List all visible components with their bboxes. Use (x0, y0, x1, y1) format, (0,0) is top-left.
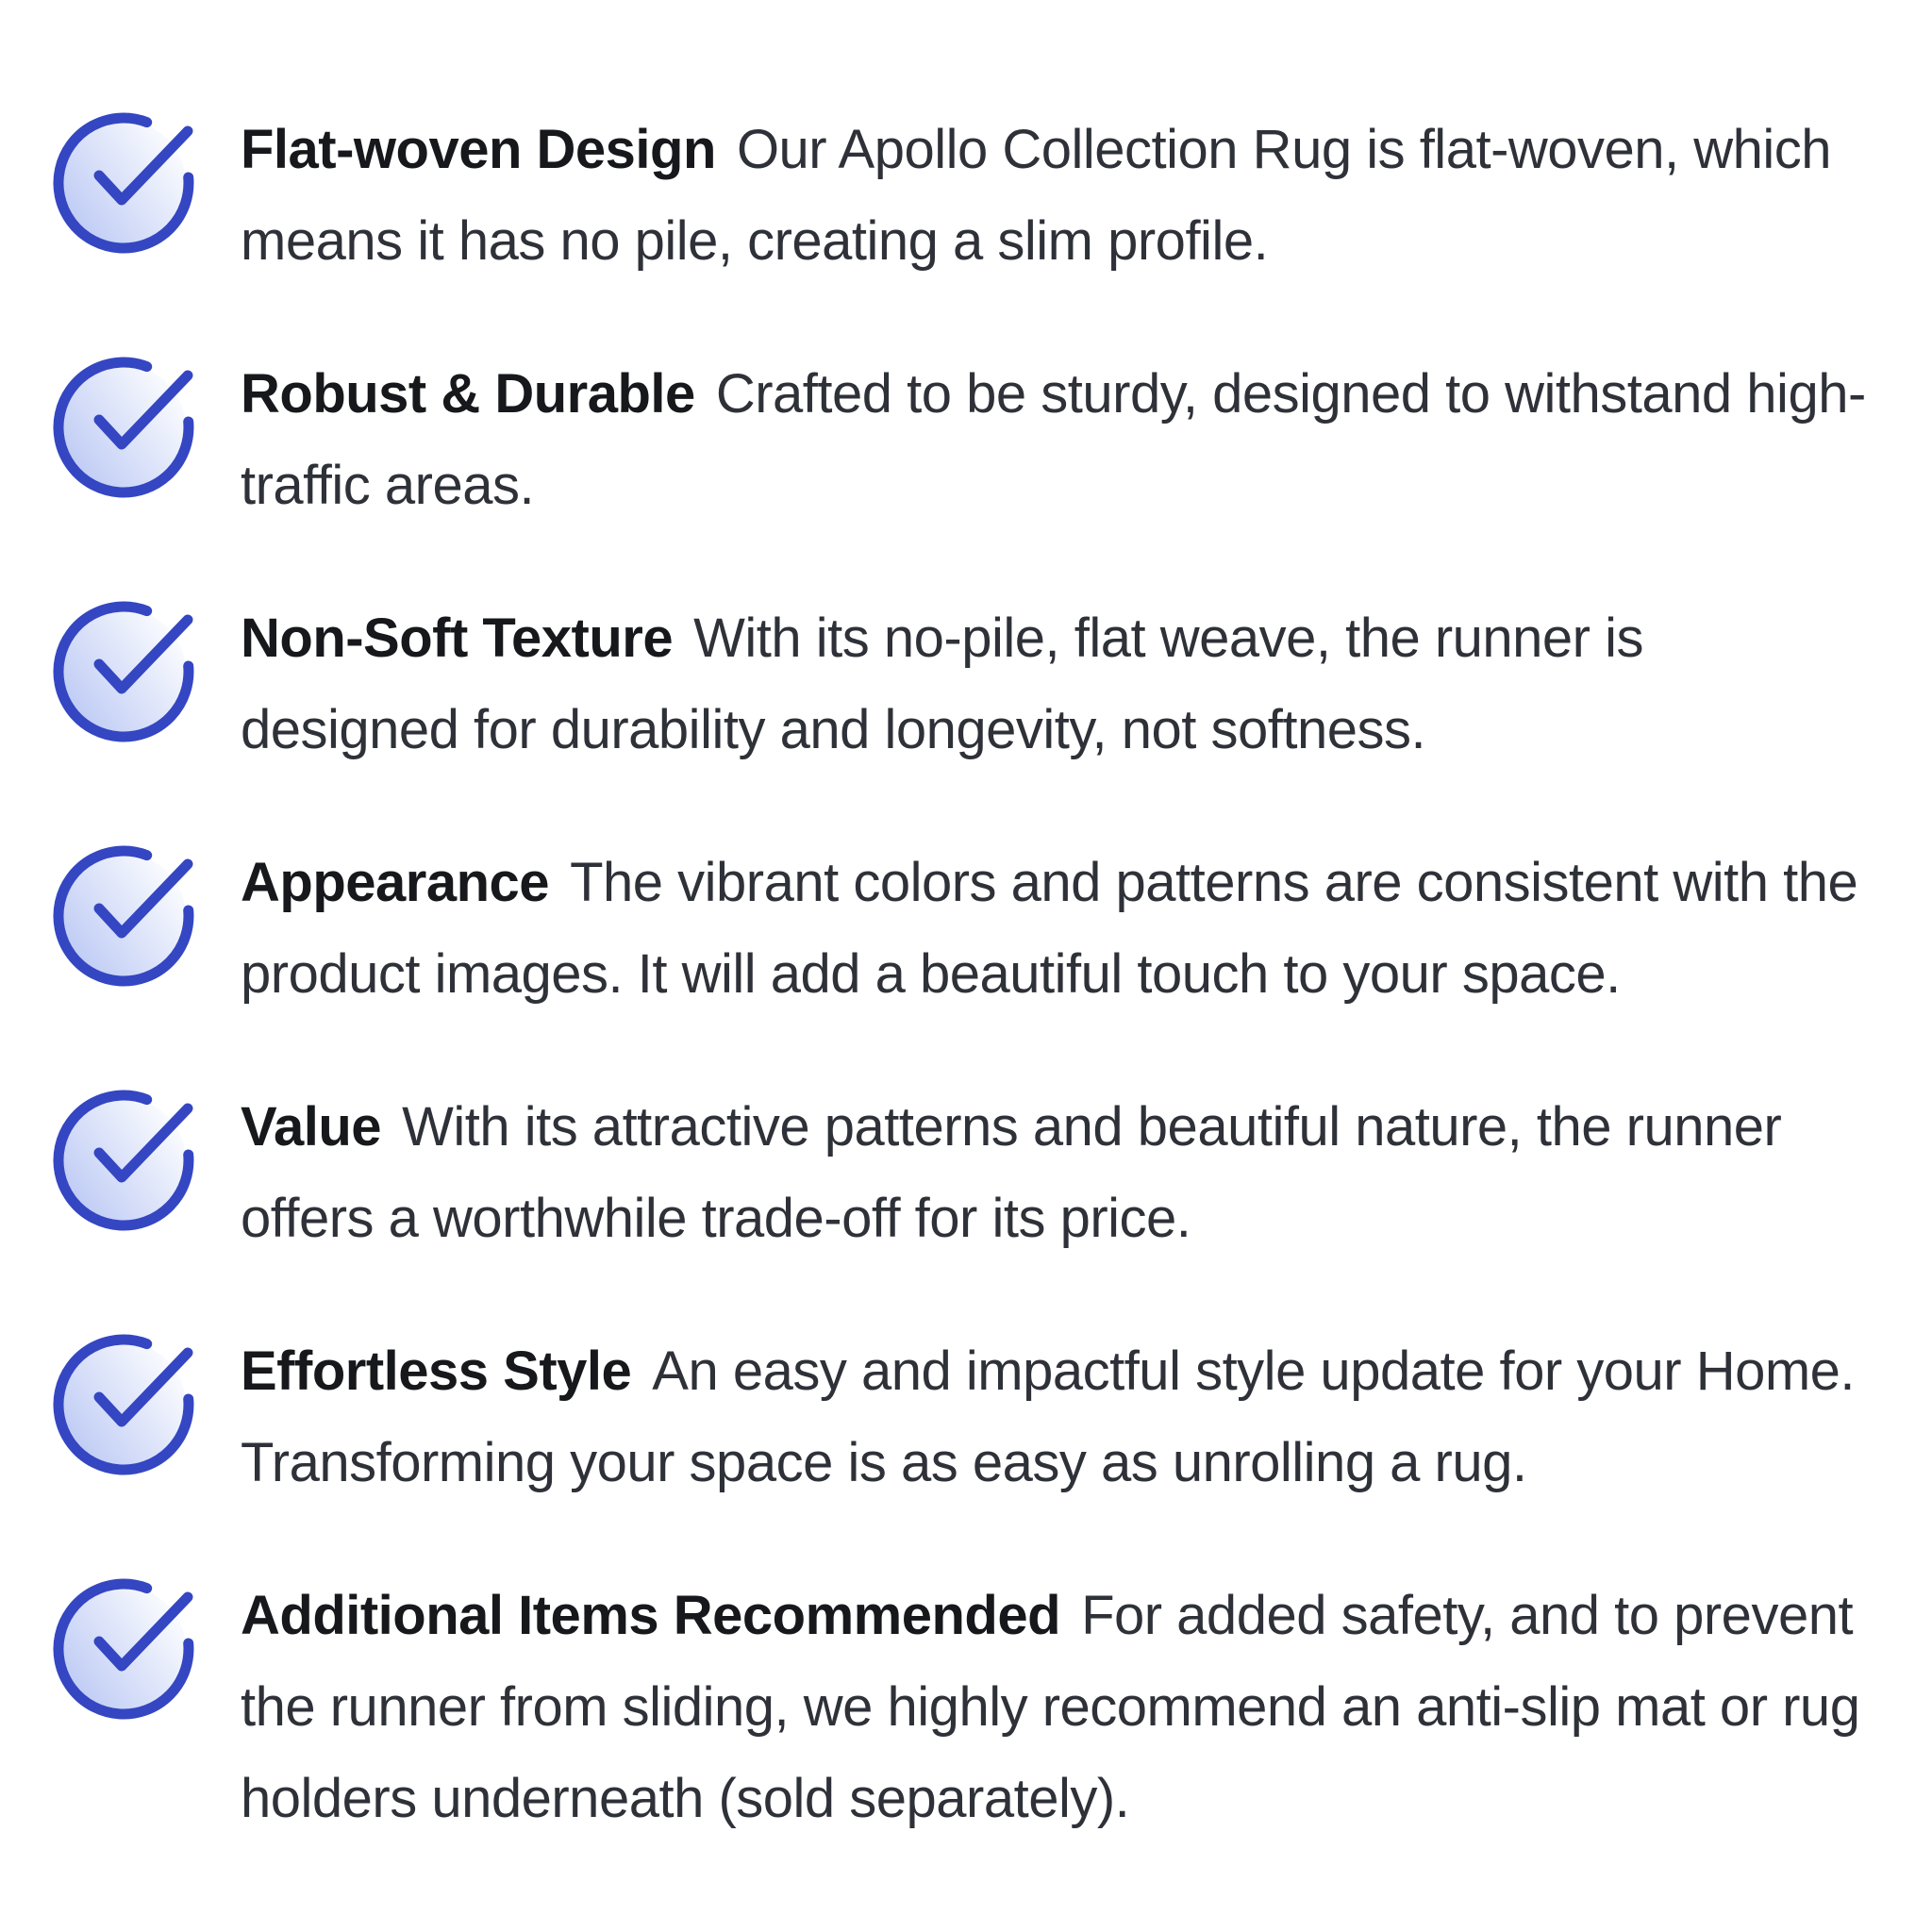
feature-description: With its no-pile, flat weave, the runner is designed for durability and longevity, not softness. (241, 608, 1643, 760)
feature-description: For added safety, and to prevent the runner from sliding, we highly recommend an anti-slip mat or rug holders underneath (sold separately). (241, 1585, 1860, 1829)
feature-description: An easy and impactful style update for your Home. Transforming your space is as easy as unrolling a rug. (241, 1341, 1856, 1493)
feature-list-item (52, 1325, 1875, 1508)
feature-list-item (52, 348, 1875, 531)
feature-title: Appearance (241, 852, 550, 913)
feature-description: Our Apollo Collection Rug is flat-woven, which means it has no pile, creating a slim profile. (241, 119, 1832, 272)
feature-text (241, 1081, 1875, 1264)
feature-description: The vibrant colors and patterns are consistent with the product images. It will add a beautiful touch to your space. (241, 852, 1858, 1005)
feature-text (241, 348, 1875, 531)
feature-title: Effortless Style (241, 1341, 632, 1402)
feature-text (241, 104, 1875, 287)
feature-list-item (52, 837, 1875, 1020)
checkmark-circle-icon (52, 600, 195, 743)
feature-title: Additional Items Recommended (241, 1585, 1061, 1646)
checkmark-circle-icon (52, 844, 195, 988)
feature-list-item (52, 1081, 1875, 1264)
feature-description: With its attractive patterns and beautiful nature, the runner offers a worthwhile trade-off for its price. (241, 1096, 1782, 1249)
checkmark-circle-icon (52, 1577, 195, 1721)
feature-title: Value (241, 1096, 382, 1158)
feature-description: Crafted to be sturdy, designed to withstand high-traffic areas. (241, 363, 1866, 516)
checkmark-circle-icon (52, 1333, 195, 1476)
feature-list-item (52, 1570, 1875, 1844)
checkmark-circle-icon (52, 1089, 195, 1232)
feature-text (241, 837, 1875, 1020)
feature-title: Robust & Durable (241, 363, 695, 425)
feature-text (241, 1325, 1875, 1508)
checkmark-circle-icon (52, 356, 195, 499)
checkmark-circle-icon (52, 111, 195, 255)
feature-title: Non-Soft Texture (241, 608, 674, 669)
feature-list-item (52, 104, 1875, 287)
feature-title: Flat-woven Design (241, 119, 716, 180)
feature-text (241, 592, 1875, 775)
feature-text (241, 1570, 1875, 1844)
feature-list-item (52, 592, 1875, 775)
